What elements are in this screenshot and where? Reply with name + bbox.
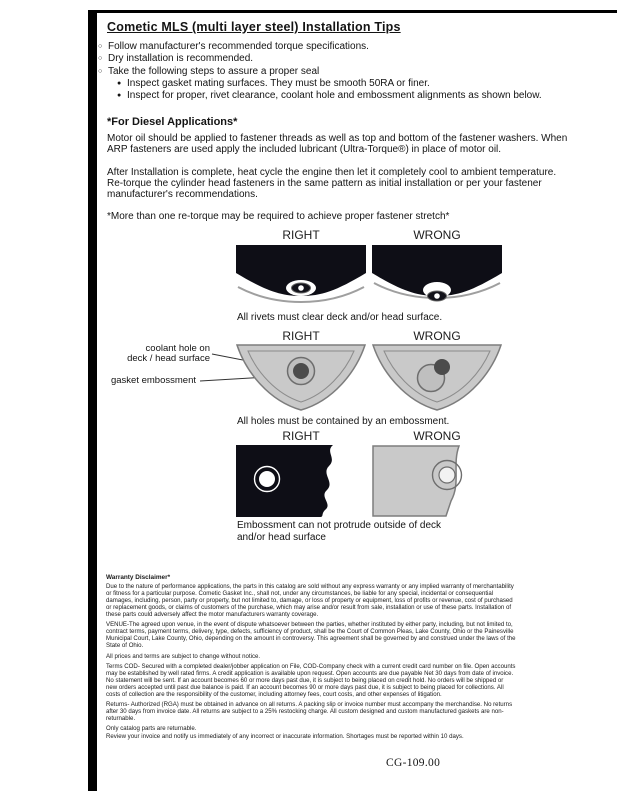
tip-item: ○ Dry installation is recommended. xyxy=(99,53,589,65)
diagram-embossment-right xyxy=(236,445,366,517)
callout-coolant-hole-line1: coolant hole on xyxy=(145,343,210,354)
tip-item: ○ Follow manufacturer's recommended torque specifications. xyxy=(99,41,589,53)
diagram-embossment-wrong xyxy=(372,445,502,517)
page-code: CG-109.00 xyxy=(386,757,441,769)
tip-item: ○ Take the following steps to assure a proper seal xyxy=(99,66,589,78)
right-label-row2: RIGHT xyxy=(282,329,320,343)
warranty-disclaimer xyxy=(106,575,516,745)
wrong-label-row3: WRONG xyxy=(413,429,461,443)
diagram-coolant-right xyxy=(236,344,366,412)
right-label-row1: RIGHT xyxy=(282,228,320,242)
diagram-caption-row3: Embossment can not protrude outside of deck and/or head surface xyxy=(237,520,442,543)
diagram-caption-row2: All holes must be contained by an embossment. xyxy=(237,416,450,427)
disclaimer-paragraph: Terms COD- Secured with a completed dealer/jobber application on File, COD-Company check with a current credit card number on file. Open accounts may be established by well rated firms. A credit application is available upon request. Open accounts are due payable Net 30 days from date of invoice. No statement will be sent. If an account becomes 60 or more days past due, it is subject to being placed on credit hold. No orders will be shipped or new orders accepted until past due balance is paid. If an account becomes 90 or more days past due, it is subject to being placed for collections. All costs of collection are the responsibility of the customer, including attorney fees, court costs, and other expenses of litigation. xyxy=(106,662,516,698)
diesel-heading: *For Diesel Applications* xyxy=(107,116,238,128)
diagram-rivet-wrong xyxy=(372,245,502,308)
tip-subitem: ● Inspect gasket mating surfaces. They must be smooth 50RA or finer. xyxy=(118,78,589,90)
diagram-coolant-wrong xyxy=(372,344,502,412)
wrong-label-row2: WRONG xyxy=(413,329,461,343)
disclaimer-paragraph: Review your invoice and notify us immediately of any incorrect or inaccurate information. Shortages must be reported within 10 days. xyxy=(106,733,464,741)
diesel-paragraph-2: After Installation is complete, heat cycle the engine then let it completely cool to ambient temperature. Re-torque the cylinder head fasteners in the same pattern as initial installation or per your fastener manufacturer's recommendations. xyxy=(107,167,557,201)
retorque-note: *More than one re-torque may be required to achieve proper fastener stretch* xyxy=(107,211,450,222)
diagram-caption-row1: All rivets must clear deck and/or head surface. xyxy=(237,312,443,323)
top-border-rule xyxy=(88,10,617,13)
disclaimer-paragraph: Only catalog parts are returnable. xyxy=(106,725,197,733)
tip-subitem: ● Inspect for proper, rivet clearance, coolant hole and embossment alignments as shown below. xyxy=(118,90,589,102)
left-border-bar xyxy=(88,10,97,791)
page-title: Cometic MLS (multi layer steel) Installation Tips xyxy=(107,20,401,34)
diesel-paragraph-1: Motor oil should be applied to fastener threads as well as top and bottom of the fastener washers. When ARP fasteners are used apply the included lubricant (Ultra-Torque®) in place of motor oil. xyxy=(107,133,568,156)
disclaimer-paragraph: VENUE-The agreed upon venue, in the event of dispute whatsoever between the parties, whether instituted by either party, including, but not limited to, contract terms, payment terms, delivery, type, defects, sufficiency of product, shall be the Court of Common Pleas, Lake County, Ohio or the Painesville Municipal Court, Lake County, Ohio, depending on the amount in controversy. This agreement shall be governed by and construed under the laws of the State of Ohio. xyxy=(106,621,516,650)
diagram-rivet-right xyxy=(236,245,366,308)
right-label-row3: RIGHT xyxy=(282,429,320,443)
callout-coolant-hole-line2: deck / head surface xyxy=(127,353,210,364)
disclaimer-paragraph: Due to the nature of performance applications, the parts in this catalog are sold without any express warranty or any implied warranty of merchantability or fitness for a particular purpose. Cometic Gasket Inc., shall not, under any circumstances, be liable for any special, incidental or consequential damages, including, person, party or property, but not limited to, damage, or loss of property or equipment, loss of profits or revenue, cost of purchased or replacement goods, or claims of customers of the purchase, which may arise and/or result from sale, installation or use of these parts. Installation of these parts could adversely affect the motor manufacturers warranty coverage. xyxy=(106,583,514,619)
warranty-disclaimer-heading: Warranty Disclaimer* xyxy=(106,574,171,581)
disclaimer-paragraph: Returns- Authorized (RGA) must be obtained in advance on all returns. A packing slip or invoice number must accompany the merchandise. No returns after 30 days from invoice date. All returns are subject to a 25% restocking charge. All custom designed and custom manufactured gaskets are non-returnable. xyxy=(106,701,513,722)
wrong-label-row1: WRONG xyxy=(413,228,461,242)
tips-list xyxy=(99,41,589,102)
disclaimer-paragraph: All prices and terms are subject to change without notice. xyxy=(106,652,261,660)
callout-gasket-embossment: gasket embossment xyxy=(110,375,196,386)
